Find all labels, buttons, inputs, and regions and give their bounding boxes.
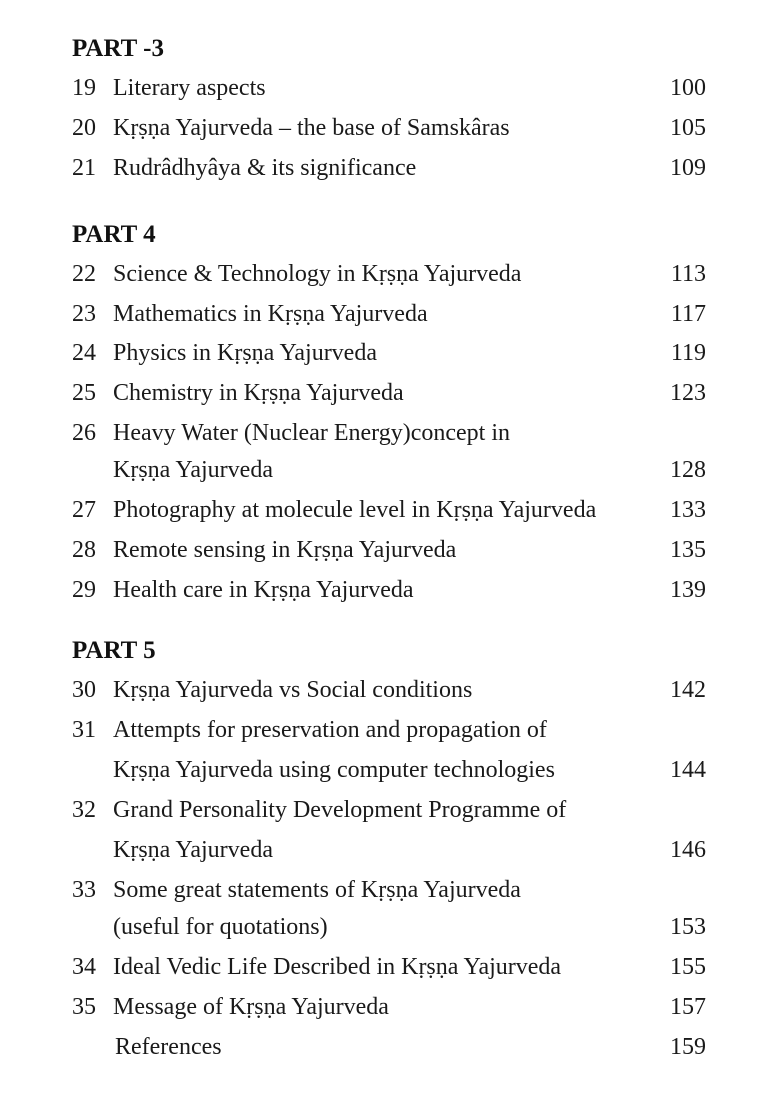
toc-entry	[72, 148, 706, 188]
entry-number: 21	[72, 155, 96, 181]
toc-entry	[72, 870, 706, 910]
toc-entry	[72, 530, 706, 570]
entry-title: Kṛṣṇa Yajurveda – the base of Samskâras	[113, 115, 510, 141]
entry-title-line-2: Kṛṣṇa Yajurveda	[113, 837, 273, 863]
entry-number: 24	[72, 340, 96, 366]
toc-entry	[72, 254, 706, 294]
toc-entry	[72, 413, 706, 453]
entry-number: 34	[72, 954, 96, 980]
entry-title-line-2: (useful for quotations)	[113, 914, 328, 940]
entry-page: 117	[670, 301, 706, 327]
entry-page: 128	[670, 457, 706, 483]
entry-number: 30	[72, 677, 96, 703]
entry-number: 23	[72, 301, 96, 327]
entry-page: 155	[670, 954, 706, 980]
entry-page: 135	[670, 537, 706, 563]
entry-number: 31	[72, 717, 96, 743]
toc-entry	[72, 710, 706, 750]
entry-number: 25	[72, 380, 96, 406]
entry-title: Science & Technology in Kṛṣṇa Yajurveda	[113, 261, 522, 287]
entry-number: 33	[72, 877, 96, 903]
entry-page: 109	[670, 155, 706, 181]
entry-number: 28	[72, 537, 96, 563]
toc-entry-continuation	[72, 830, 706, 870]
entry-page: 146	[670, 837, 706, 863]
toc-entry-continuation	[72, 907, 706, 947]
entry-number: 29	[72, 577, 96, 603]
entry-title: Grand Personality Development Programme of	[113, 797, 567, 823]
part-heading: PART 4	[72, 221, 156, 248]
entry-title: Photography at molecule level in Kṛṣṇa Yajurveda	[113, 497, 597, 523]
toc-entry	[72, 670, 706, 710]
entry-page: 113	[670, 261, 706, 287]
entry-title: Heavy Water (Nuclear Energy)concept in	[113, 420, 510, 446]
entry-page: 159	[670, 1034, 706, 1060]
toc-entry	[72, 570, 706, 610]
entry-page: 119	[670, 340, 706, 366]
toc-entry-references	[72, 1027, 706, 1067]
entry-page: 144	[670, 757, 706, 783]
entry-title: Chemistry in Kṛṣṇa Yajurveda	[113, 380, 404, 406]
entry-title-line-2: Kṛṣṇa Yajurveda	[113, 457, 273, 483]
entry-title: Rudrâdhyâya & its significance	[113, 155, 417, 181]
entry-title: Remote sensing in Kṛṣṇa Yajurveda	[113, 537, 457, 563]
toc-entry	[72, 490, 706, 530]
entry-title: Kṛṣṇa Yajurveda vs Social conditions	[113, 677, 473, 703]
entry-page: 157	[670, 994, 706, 1020]
entry-page: 153	[670, 914, 706, 940]
entry-number: 32	[72, 797, 96, 823]
entry-number: 35	[72, 994, 96, 1020]
toc-entry	[72, 987, 706, 1027]
entry-title: References	[115, 1034, 222, 1060]
entry-page: 142	[670, 677, 706, 703]
entry-title: Message of Kṛṣṇa Yajurveda	[113, 994, 389, 1020]
entry-page: 139	[670, 577, 706, 603]
toc-entry-continuation	[72, 750, 706, 790]
toc-entry	[72, 68, 706, 108]
part-heading: PART 5	[72, 637, 156, 664]
toc-entry	[72, 108, 706, 148]
toc-entry	[72, 947, 706, 987]
entry-page: 133	[670, 497, 706, 523]
entry-page: 100	[670, 75, 706, 101]
entry-title: Mathematics in Kṛṣṇa Yajurveda	[113, 301, 428, 327]
toc-entry	[72, 790, 706, 830]
entry-number: 26	[72, 420, 96, 446]
entry-number: 27	[72, 497, 96, 523]
entry-title: Some great statements of Kṛṣṇa Yajurveda	[113, 877, 521, 903]
entry-title: Literary aspects	[113, 75, 266, 101]
entry-title: Physics in Kṛṣṇa Yajurveda	[113, 340, 377, 366]
entry-page: 123	[670, 380, 706, 406]
entry-number: 20	[72, 115, 96, 141]
entry-number: 19	[72, 75, 96, 101]
toc-entry-continuation	[72, 450, 706, 490]
entry-title: Ideal Vedic Life Described in Kṛṣṇa Yajurveda	[113, 954, 562, 980]
toc-entry	[72, 373, 706, 413]
entry-page: 105	[670, 115, 706, 141]
entry-number: 22	[72, 261, 96, 287]
entry-title: Health care in Kṛṣṇa Yajurveda	[113, 577, 414, 603]
toc-entry	[72, 294, 706, 334]
toc-entry	[72, 333, 706, 373]
part-heading: PART -3	[72, 35, 164, 62]
entry-title: Attempts for preservation and propagation of	[113, 717, 547, 743]
entry-title-line-2: Kṛṣṇa Yajurveda using computer technologies	[113, 757, 555, 783]
